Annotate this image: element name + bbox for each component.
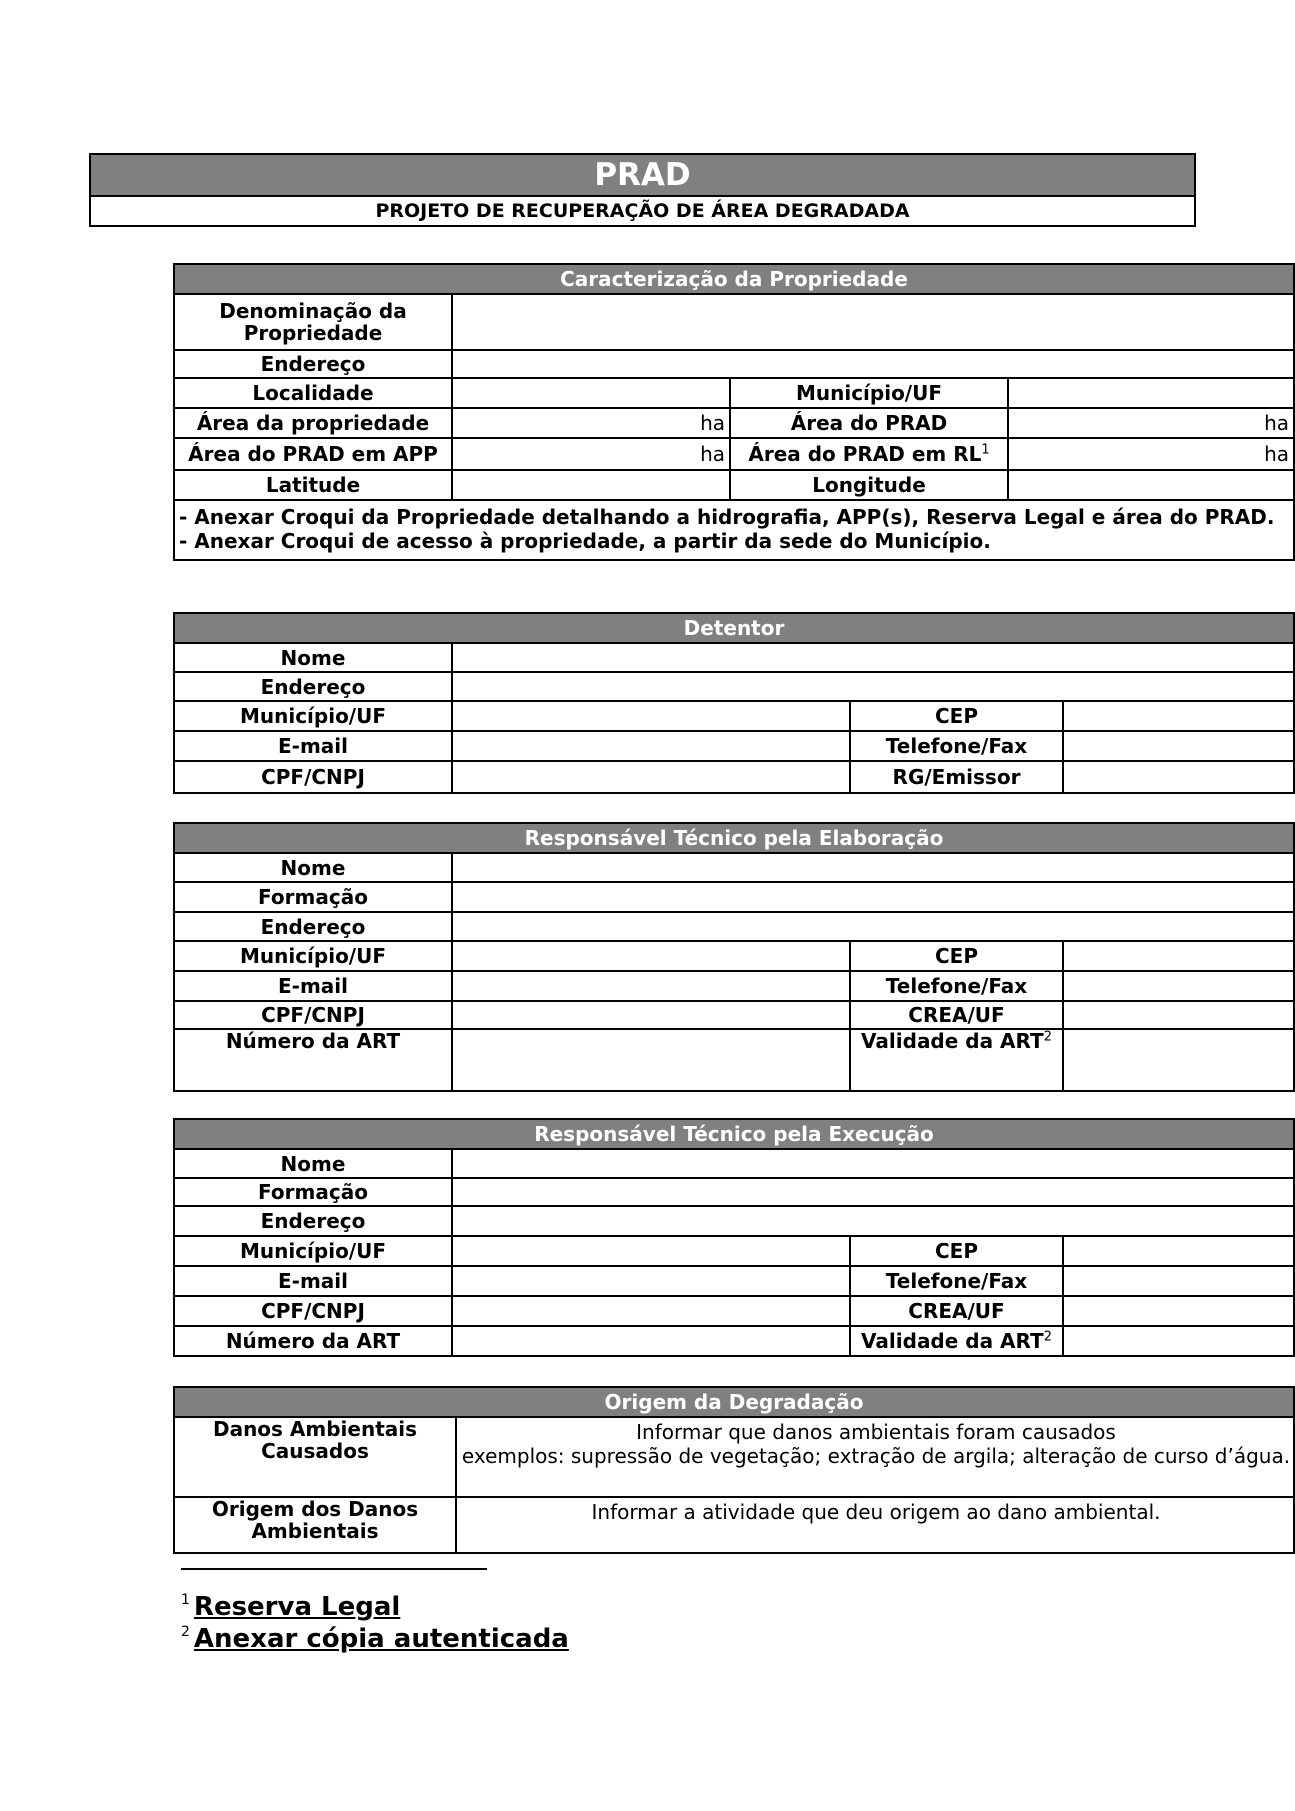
page-title: PRAD	[90, 154, 1195, 196]
field-email[interactable]	[452, 731, 850, 761]
field-cep[interactable]	[1063, 941, 1294, 971]
field-origem[interactable]	[456, 1497, 1294, 1553]
field-municipio[interactable]	[452, 1236, 850, 1266]
section-heading: Caracterização da Propriedade	[174, 264, 1294, 294]
title-block	[89, 153, 1196, 227]
label-cep: CEP	[850, 1236, 1063, 1266]
label-nome: Nome	[174, 853, 452, 882]
label-area-prad-app: Área do PRAD em APP	[174, 438, 452, 470]
unit-ha: ha	[700, 411, 725, 435]
label-cpf: CPF/CNPJ	[174, 761, 452, 793]
label-formacao: Formação	[174, 1178, 452, 1206]
unit-ha: ha	[1264, 411, 1290, 435]
label-validade-text: Validade da ART	[861, 1029, 1044, 1053]
label-municipio: Município/UF	[174, 1236, 452, 1266]
section-heading: Responsável Técnico pela Execução	[174, 1119, 1294, 1149]
label-latitude: Latitude	[174, 470, 452, 500]
field-endereco[interactable]	[452, 350, 1294, 378]
field-area-prad-rl[interactable]	[1008, 438, 1294, 470]
label-telefone: Telefone/Fax	[850, 731, 1063, 761]
label-denominacao: Denominação da Propriedade	[174, 294, 452, 350]
label-origem: Origem dos Danos Ambientais	[174, 1497, 456, 1553]
label-area-propriedade: Área da propriedade	[174, 408, 452, 438]
label-endereco: Endereço	[174, 1206, 452, 1236]
label-municipio: Município/UF	[174, 941, 452, 971]
label-email: E-mail	[174, 971, 452, 1001]
field-municipio[interactable]	[452, 701, 850, 731]
label-telefone: Telefone/Fax	[850, 971, 1063, 1001]
field-endereco[interactable]	[452, 672, 1294, 701]
footnote-number: 2	[181, 1624, 190, 1640]
hint-danos: Informar que danos ambientais foram causados	[636, 1420, 1116, 1444]
hint-origem: Informar a atividade que deu origem ao dano ambiental.	[591, 1500, 1161, 1524]
label-rg: RG/Emissor	[850, 761, 1063, 793]
section-heading: Responsável Técnico pela Elaboração	[174, 823, 1294, 853]
footnote-text: Reserva Legal	[193, 1592, 401, 1622]
label-municipio: Município/UF	[730, 378, 1008, 408]
label-email: E-mail	[174, 1266, 452, 1296]
label-cep: CEP	[850, 941, 1063, 971]
field-nome[interactable]	[452, 643, 1294, 672]
field-cep[interactable]	[1063, 701, 1294, 731]
field-formacao[interactable]	[452, 1178, 1294, 1206]
field-area-propriedade[interactable]	[452, 408, 730, 438]
footnote-ref: 2	[1043, 1029, 1052, 1045]
label-nome: Nome	[174, 643, 452, 672]
note-croqui-acesso: - Anexar Croqui de acesso à propriedade, a partir da sede do Município.	[179, 529, 991, 553]
field-validade[interactable]	[1063, 1326, 1294, 1356]
label-formacao: Formação	[174, 882, 452, 912]
notes	[174, 500, 1294, 560]
label-email: E-mail	[174, 731, 452, 761]
label-endereco: Endereço	[174, 672, 452, 701]
label-nome: Nome	[174, 1149, 452, 1178]
label-crea: CREA/UF	[850, 1296, 1063, 1326]
label-area-prad: Área do PRAD	[730, 408, 1008, 438]
section-execucao	[173, 1118, 1295, 1357]
field-telefone[interactable]	[1063, 731, 1294, 761]
label-cep: CEP	[850, 701, 1063, 731]
field-cpf[interactable]	[452, 761, 850, 793]
field-denominacao[interactable]	[452, 294, 1294, 350]
section-heading: Detentor	[174, 613, 1294, 643]
label-art: Número da ART	[174, 1029, 452, 1091]
field-nome[interactable]	[452, 1149, 1294, 1178]
field-art[interactable]	[452, 1326, 850, 1356]
footnote-separator	[181, 1568, 487, 1570]
label-municipio: Município/UF	[174, 701, 452, 731]
section-detentor	[173, 612, 1295, 794]
field-nome[interactable]	[452, 853, 1294, 882]
field-endereco[interactable]	[452, 1206, 1294, 1236]
field-telefone[interactable]	[1063, 1266, 1294, 1296]
section-heading: Origem da Degradação	[174, 1387, 1294, 1417]
footnote-1	[181, 1592, 400, 1622]
label-telefone: Telefone/Fax	[850, 1266, 1063, 1296]
field-area-prad-app[interactable]	[452, 438, 730, 470]
field-danos[interactable]	[456, 1417, 1294, 1497]
field-localidade[interactable]	[452, 378, 730, 408]
label-localidade: Localidade	[174, 378, 452, 408]
field-cpf[interactable]	[452, 1001, 850, 1029]
page-subtitle: PROJETO DE RECUPERAÇÃO DE ÁREA DEGRADADA	[90, 196, 1195, 226]
note-croqui-propriedade: - Anexar Croqui da Propriedade detalhando a hidrografia, APP(s), Reserva Legal e área do PRAD.	[179, 505, 1275, 529]
label-art: Número da ART	[174, 1326, 452, 1356]
field-municipio[interactable]	[1008, 378, 1294, 408]
field-crea[interactable]	[1063, 1001, 1294, 1029]
footnote-ref: 2	[1043, 1329, 1052, 1345]
field-rg[interactable]	[1063, 761, 1294, 793]
field-cpf[interactable]	[452, 1296, 850, 1326]
label-validade	[850, 1326, 1063, 1356]
footnote-number: 1	[181, 1592, 190, 1608]
footnote-ref: 1	[981, 442, 990, 458]
label-validade-text: Validade da ART	[861, 1329, 1044, 1353]
label-danos: Danos Ambientais Causados	[174, 1417, 456, 1497]
label-area-prad-rl	[730, 438, 1008, 470]
label-cpf: CPF/CNPJ	[174, 1001, 452, 1029]
footnote-2	[181, 1624, 569, 1654]
hint-danos-exemplos: exemplos: supressão de vegetação; extração de argila; alteração de curso d’água.	[461, 1444, 1291, 1468]
field-email[interactable]	[452, 1266, 850, 1296]
field-formacao[interactable]	[452, 882, 1294, 912]
label-longitude: Longitude	[730, 470, 1008, 500]
section-origem	[173, 1386, 1295, 1554]
field-area-prad[interactable]	[1008, 408, 1294, 438]
section-propriedade	[173, 263, 1295, 561]
unit-ha: ha	[700, 442, 725, 466]
section-elaboracao	[173, 822, 1295, 1092]
field-cep[interactable]	[1063, 1236, 1294, 1266]
field-validade[interactable]	[1063, 1029, 1294, 1091]
field-telefone[interactable]	[1063, 971, 1294, 1001]
field-latitude[interactable]	[452, 470, 730, 500]
label-crea: CREA/UF	[850, 1001, 1063, 1029]
field-municipio[interactable]	[452, 941, 850, 971]
footnote-text: Anexar cópia autenticada	[193, 1624, 569, 1654]
label-validade	[850, 1029, 1063, 1091]
unit-ha: ha	[1264, 442, 1290, 466]
label-area-prad-rl-text: Área do PRAD em RL	[748, 442, 982, 466]
field-crea[interactable]	[1063, 1296, 1294, 1326]
label-cpf: CPF/CNPJ	[174, 1296, 452, 1326]
label-endereco: Endereço	[174, 912, 452, 941]
field-endereco[interactable]	[452, 912, 1294, 941]
field-longitude[interactable]	[1008, 470, 1294, 500]
label-endereco: Endereço	[174, 350, 452, 378]
field-email[interactable]	[452, 971, 850, 1001]
field-art[interactable]	[452, 1029, 850, 1091]
